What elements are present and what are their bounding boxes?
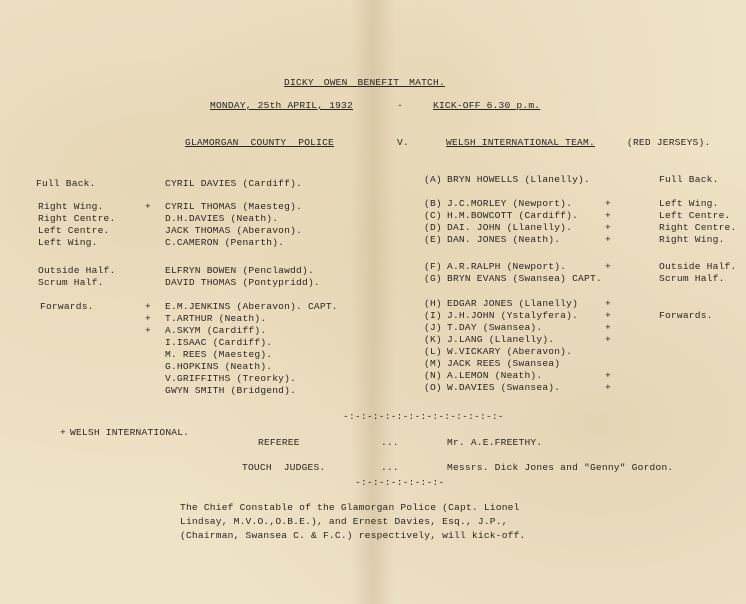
team-left-title: GLAMORGAN COUNTY POLICE [185, 137, 335, 148]
cross-mark: + [605, 334, 611, 345]
player-glamorgan: D.H.DAVIES (Neath). [165, 213, 279, 224]
player-glamorgan: JACK THOMAS (Aberavon). [165, 225, 303, 236]
player-glamorgan: I.ISAAC (Cardiff). [165, 337, 273, 348]
player-letter: (D) [424, 222, 442, 233]
versus: V. [397, 137, 409, 148]
dots: ... [381, 437, 399, 448]
cross-mark: + [605, 298, 611, 309]
player-welsh: H.M.BOWCOTT (Cardiff). [447, 210, 579, 221]
closing-line: Lindsay, M.V.O.,O.B.E.), and Ernest Davies, Esq., J.P., [180, 516, 508, 527]
player-glamorgan: DAVID THOMAS (Pontypridd). [165, 277, 320, 288]
position-left: Right Centre. [38, 213, 116, 224]
header-dash: - [397, 100, 403, 111]
player-letter: (B) [424, 198, 442, 209]
position-right: Forwards. [659, 310, 713, 321]
position-right: Scrum Half. [659, 273, 725, 284]
closing-line: (Chairman, Swansea C. & F.C.) respectively, will kick-off. [180, 530, 526, 541]
referee-name: Mr. A.E.FREETHY. [447, 437, 543, 448]
player-letter: (A) [424, 174, 442, 185]
player-welsh: DAI. JOHN (Llanelly). [447, 222, 573, 233]
match-date: MONDAY, 25th APRIL, 1932 [210, 100, 353, 111]
position-left: Left Wing. [38, 237, 98, 248]
player-welsh: JACK REES (Swansea) [447, 358, 561, 369]
player-letter: (E) [424, 234, 442, 245]
player-welsh: BRYN HOWELLS (Llanelly). [447, 174, 590, 185]
player-welsh: W.DAVIES (Swansea). [447, 382, 561, 393]
player-welsh: J.C.MORLEY (Newport). [447, 198, 573, 209]
cross-mark: + [605, 370, 611, 381]
player-glamorgan: T.ARTHUR (Neath). [165, 313, 267, 324]
player-letter: (G) [424, 273, 442, 284]
cross-mark: + [605, 210, 611, 221]
position-left: Outside Half. [38, 265, 116, 276]
touch-judges-names: Messrs. Dick Jones and "Genny" Gordon. [447, 462, 674, 473]
player-welsh: T.DAY (Swansea). [447, 322, 543, 333]
player-letter: (N) [424, 370, 442, 381]
cross-mark: + [145, 201, 151, 212]
cross-mark: + [145, 325, 151, 336]
match-title: DICKY OWEN BENEFIT MATCH. [284, 77, 445, 88]
position-left: Right Wing. [38, 201, 104, 212]
position-right: Left Centre. [659, 210, 731, 221]
player-glamorgan: V.GRIFFITHS (Treorky). [165, 373, 297, 384]
player-welsh: BRYN EVANS (Swansea) CAPT. [447, 273, 602, 284]
position-right: Full Back. [659, 174, 719, 185]
player-welsh: J.LANG (Llanelly). [447, 334, 555, 345]
cross-mark: + [145, 301, 151, 312]
cross-mark: + [605, 198, 611, 209]
player-glamorgan: A.SKYM (Cardiff). [165, 325, 267, 336]
position-right: Right Wing. [659, 234, 725, 245]
team-right-title: WELSH INTERNATIONAL TEAM. [446, 137, 595, 148]
cross-mark: + [605, 382, 611, 393]
player-glamorgan: GWYN SMITH (Bridgend). [165, 385, 297, 396]
player-glamorgan: M. REES (Maesteg). [165, 349, 273, 360]
player-glamorgan: G.HOPKINS (Neath). [165, 361, 273, 372]
team-right-note: (RED JERSEYS). [627, 137, 711, 148]
dots: ... [381, 462, 399, 473]
player-letter: (O) [424, 382, 442, 393]
player-welsh: W.VICKARY (Aberavon). [447, 346, 573, 357]
separator: -:-:-:-:-:-:-:-:-:-:-:-:-:- [343, 411, 504, 422]
position-left: Full Back. [36, 178, 96, 189]
player-glamorgan: CYRIL DAVIES (Cardiff). [165, 178, 303, 189]
player-letter: (K) [424, 334, 442, 345]
position-right: Right Centre. [659, 222, 737, 233]
player-glamorgan: C.CAMERON (Penarth). [165, 237, 285, 248]
cross-mark: + [145, 313, 151, 324]
cross-mark: + [605, 261, 611, 272]
player-glamorgan: E.M.JENKINS (Aberavon). CAPT. [165, 301, 338, 312]
player-letter: (L) [424, 346, 442, 357]
cross-mark: + [605, 310, 611, 321]
player-glamorgan: ELFRYN BOWEN (Penclawdd). [165, 265, 314, 276]
player-letter: (F) [424, 261, 442, 272]
player-letter: (I) [424, 310, 442, 321]
player-letter: (C) [424, 210, 442, 221]
kickoff-time: KICK-OFF 6.30 p.m. [433, 100, 541, 111]
player-welsh: EDGAR JONES (Llanelly) [447, 298, 579, 309]
touch-judges-label: TOUCH JUDGES. [242, 462, 326, 473]
referee-label: REFEREE [258, 437, 300, 448]
player-glamorgan: CYRIL THOMAS (Maesteg). [165, 201, 303, 212]
position-left: Left Centre. [38, 225, 110, 236]
player-welsh: A.R.RALPH (Newport). [447, 261, 567, 272]
player-welsh: DAN. JONES (Neath). [447, 234, 561, 245]
position-right: Outside Half. [659, 261, 737, 272]
cross-mark: + [60, 427, 66, 438]
player-welsh: J.H.JOHN (Ystalyfera). [447, 310, 579, 321]
cross-mark: + [605, 234, 611, 245]
cross-mark: + [605, 222, 611, 233]
player-letter: (J) [424, 322, 442, 333]
cross-mark: + [605, 322, 611, 333]
position-left: Forwards. [40, 301, 94, 312]
position-left: Scrum Half. [38, 277, 104, 288]
player-welsh: A.LEMON (Neath). [447, 370, 543, 381]
legend-welsh-international: WELSH INTERNATIONAL. [70, 427, 190, 438]
player-letter: (H) [424, 298, 442, 309]
separator-short: -:-:-:-:-:-:-:- [355, 477, 445, 488]
player-letter: (M) [424, 358, 442, 369]
closing-line: The Chief Constable of the Glamorgan Police (Capt. Lionel [180, 502, 520, 513]
position-right: Left Wing. [659, 198, 719, 209]
